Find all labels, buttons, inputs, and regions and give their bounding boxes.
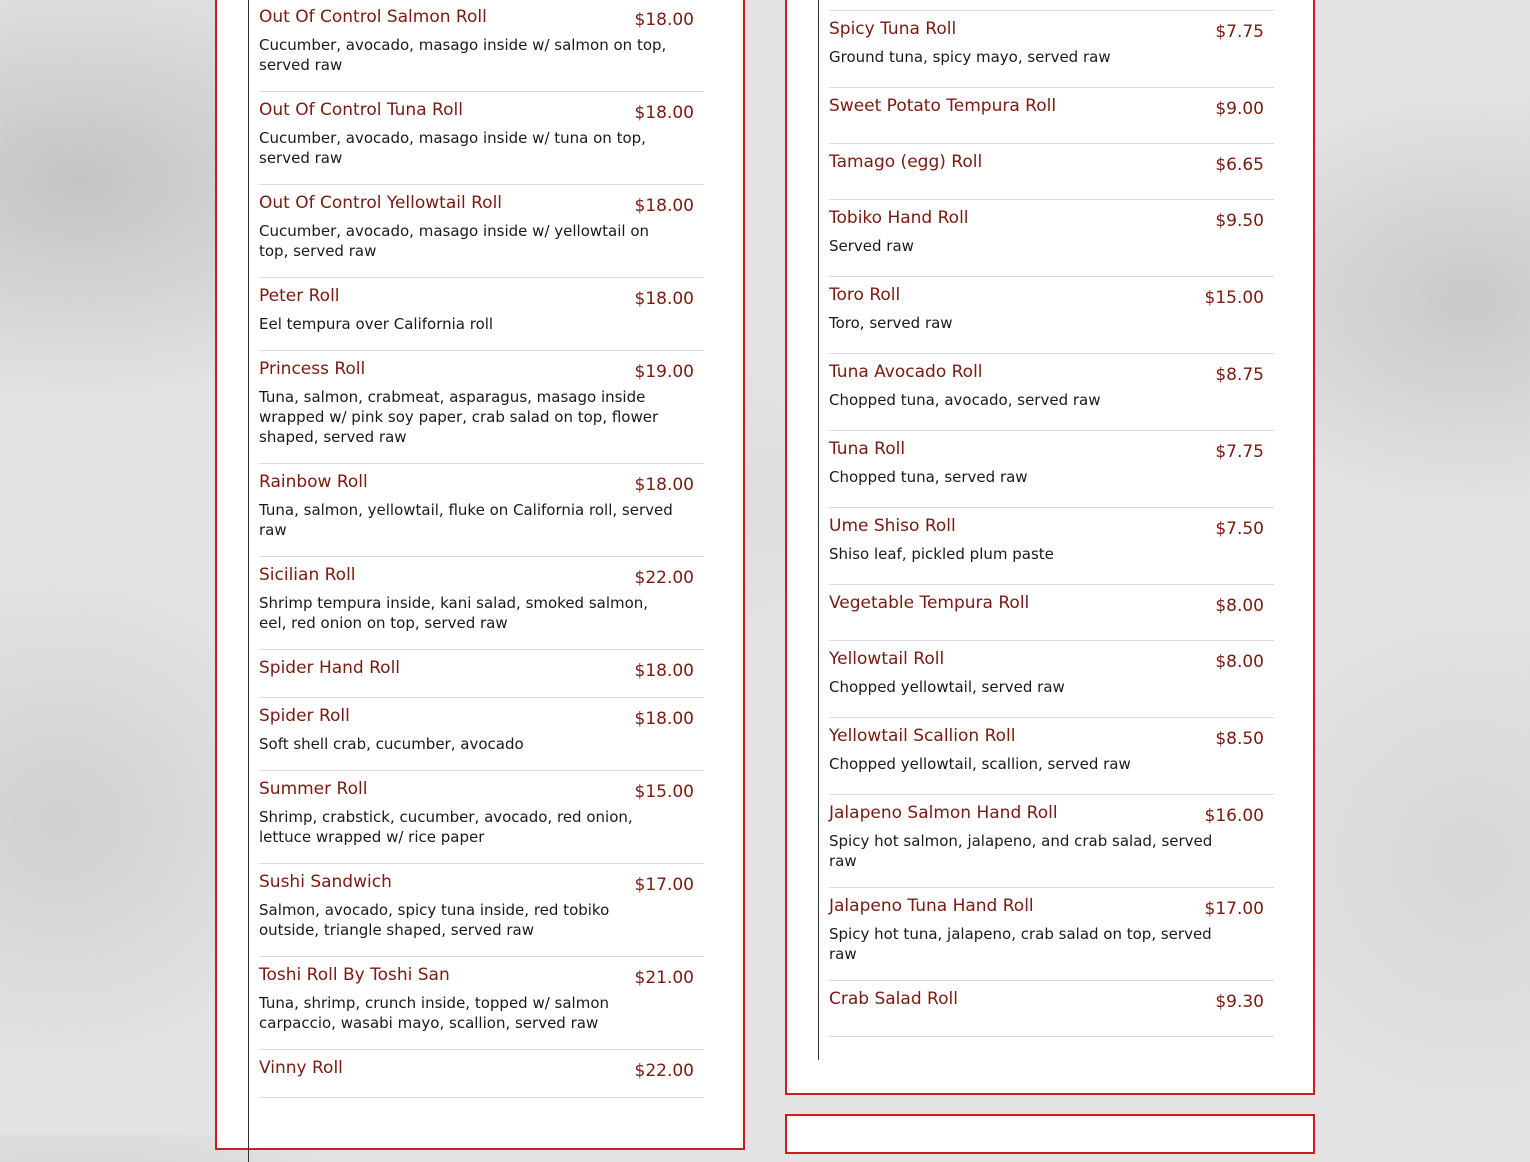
menu-item-header (259, 7, 694, 30)
menu-item-name: Tuna Avocado Roll (829, 362, 983, 382)
menu-item-header (259, 965, 694, 988)
menu-item-price: $18.00 (634, 196, 694, 216)
menu-item-header (829, 19, 1264, 42)
menu-item (259, 464, 704, 557)
menu-item-name: Crab Salad Roll (829, 989, 958, 1009)
menu-item (259, 650, 704, 698)
menu-item (829, 11, 1274, 88)
menu-item-header (829, 152, 1264, 175)
menu-item-header (259, 658, 694, 681)
menu-item-name: Tuna Roll (829, 439, 906, 459)
menu-item-name: Yellowtail Scallion Roll (829, 726, 1016, 746)
menu-item-description: Chopped tuna, avocado, served raw (829, 391, 1101, 409)
menu-item-price: $18.00 (634, 475, 694, 495)
menu-item-price: $22.00 (634, 1061, 694, 1081)
menu-item-description: Cucumber, avocado, masago inside w/ tuna on top, served raw (259, 129, 646, 167)
menu-panel-left (215, 0, 745, 1150)
menu-item-description: Soft shell crab, cucumber, avocado (259, 735, 524, 753)
menu-item-price: $6.65 (1215, 155, 1264, 175)
menu-item-name: Toro Roll (829, 285, 901, 305)
menu-item-header (259, 565, 694, 588)
menu-item-description: Shrimp, crabstick, cucumber, avocado, red onion, lettuce wrapped w/ rice paper (259, 808, 633, 846)
menu-item-price: $18.00 (634, 10, 694, 30)
menu-item-price: $9.50 (1215, 211, 1264, 231)
menu-item-header (259, 472, 694, 495)
menu-list-left (259, 0, 704, 1098)
menu-item-description: Eel tempura over California roll (259, 315, 494, 333)
menu-item-header (829, 285, 1264, 308)
menu-item-description: Chopped tuna, served raw (829, 468, 1028, 486)
menu-item-header (829, 96, 1264, 119)
menu-item (829, 718, 1274, 795)
menu-item-name: Vinny Roll (259, 1058, 343, 1078)
menu-item-header (259, 100, 694, 123)
menu-item (259, 698, 704, 771)
menu-item-price: $18.00 (634, 289, 694, 309)
menu-item-header (259, 872, 694, 895)
menu-item-name: Jalapeno Tuna Hand Roll (829, 896, 1034, 916)
menu-item-header (829, 649, 1264, 672)
menu-item-name: Sicilian Roll (259, 565, 356, 585)
menu-item-header (829, 208, 1264, 231)
menu-item-header (259, 193, 694, 216)
menu-item-name: Sweet Potato Tempura Roll (829, 96, 1057, 116)
menu-item-header (829, 593, 1264, 616)
menu-item (829, 585, 1274, 641)
list-top-divider (829, 0, 1274, 11)
menu-item-price: $15.00 (634, 782, 694, 802)
menu-item-price: $17.00 (1204, 899, 1264, 919)
menu-item-description: Cucumber, avocado, masago inside w/ salmon on top, served raw (259, 36, 667, 74)
menu-item (829, 200, 1274, 277)
menu-item-name: Out Of Control Salmon Roll (259, 7, 487, 27)
menu-item-price: $18.00 (634, 103, 694, 123)
menu-item-header (829, 803, 1264, 826)
menu-item (829, 795, 1274, 888)
menu-item-header (259, 1058, 694, 1081)
menu-item-price: $18.00 (634, 709, 694, 729)
menu-item-header (259, 286, 694, 309)
menu-item-price: $9.00 (1215, 99, 1264, 119)
menu-item (829, 88, 1274, 144)
menu-item-description: Tuna, shrimp, crunch inside, topped w/ salmon carpaccio, wasabi mayo, scallion, served raw (259, 994, 610, 1032)
menu-list-right (829, 0, 1274, 1037)
menu-item-price: $22.00 (634, 568, 694, 588)
menu-item-description: Salmon, avocado, spicy tuna inside, red tobiko outside, triangle shaped, served raw (259, 901, 610, 939)
menu-item-header (829, 439, 1264, 462)
menu-item (259, 864, 704, 957)
menu-item-name: Tobiko Hand Roll (829, 208, 969, 228)
menu-item-name: Princess Roll (259, 359, 366, 379)
menu-item-price: $8.00 (1215, 652, 1264, 672)
divider-line (818, 0, 819, 1060)
menu-item (829, 354, 1274, 431)
menu-item-description: Chopped yellowtail, scallion, served raw (829, 755, 1131, 773)
menu-item-name: Spider Roll (259, 706, 350, 726)
menu-item-name: Summer Roll (259, 779, 368, 799)
menu-item-description: Shiso leaf, pickled plum paste (829, 545, 1054, 563)
menu-item-name: Tamago (egg) Roll (829, 152, 983, 172)
menu-item-price: $21.00 (634, 968, 694, 988)
menu-item-price: $18.00 (634, 661, 694, 681)
menu-item-description: Tuna, salmon, yellowtail, fluke on California roll, served raw (259, 501, 673, 539)
menu-item (259, 957, 704, 1050)
menu-item (259, 1050, 704, 1098)
menu-item-header (829, 896, 1264, 919)
menu-item-header (259, 706, 694, 729)
menu-item-header (259, 779, 694, 802)
menu-item (259, 278, 704, 351)
menu-item (259, 351, 704, 464)
menu-item-price: $9.30 (1215, 992, 1264, 1012)
menu-panel-next (785, 1114, 1315, 1154)
menu-item-name: Yellowtail Roll (829, 649, 945, 669)
menu-item-header (829, 989, 1264, 1012)
menu-item-name: Toshi Roll By Toshi San (259, 965, 450, 985)
menu-item-price: $15.00 (1204, 288, 1264, 308)
menu-item-header (829, 516, 1264, 539)
menu-item-description: Toro, served raw (829, 314, 953, 332)
menu-item (829, 981, 1274, 1037)
menu-item (829, 277, 1274, 354)
menu-item-description: Tuna, salmon, crabmeat, asparagus, masago inside wrapped w/ pink soy paper, crab salad on top, flower shaped, served raw (259, 388, 659, 446)
menu-item-price: $7.50 (1215, 519, 1264, 539)
menu-item (829, 508, 1274, 585)
menu-item-price: $7.75 (1215, 442, 1264, 462)
menu-item-price: $19.00 (634, 362, 694, 382)
menu-panel-right (785, 0, 1315, 1095)
menu-item-name: Rainbow Roll (259, 472, 368, 492)
divider-line (248, 0, 249, 1162)
menu-item-name: Jalapeno Salmon Hand Roll (829, 803, 1058, 823)
menu-item-description: Served raw (829, 237, 914, 255)
menu-item-name: Out Of Control Yellowtail Roll (259, 193, 503, 213)
menu-item-description: Spicy hot tuna, jalapeno, crab salad on top, served raw (829, 925, 1212, 963)
menu-item-name: Spider Hand Roll (259, 658, 401, 678)
menu-item (829, 144, 1274, 200)
menu-item-description: Shrimp tempura inside, kani salad, smoked salmon, eel, red onion on top, served raw (259, 594, 649, 632)
menu-item-price: $16.00 (1204, 806, 1264, 826)
menu-item-name: Ume Shiso Roll (829, 516, 956, 536)
menu-item-description: Ground tuna, spicy mayo, served raw (829, 48, 1111, 66)
menu-item (259, 557, 704, 650)
menu-item-name: Sushi Sandwich (259, 872, 392, 892)
menu-item-header (829, 362, 1264, 385)
menu-item-price: $8.00 (1215, 596, 1264, 616)
menu-item (259, 0, 704, 92)
menu-item-price: $7.75 (1215, 22, 1264, 42)
menu-item-name: Spicy Tuna Roll (829, 19, 957, 39)
menu-item-price: $17.00 (634, 875, 694, 895)
menu-item (259, 771, 704, 864)
menu-item-description: Spicy hot salmon, jalapeno, and crab salad, served raw (829, 832, 1213, 870)
menu-item-name: Peter Roll (259, 286, 340, 306)
menu-item-name: Vegetable Tempura Roll (829, 593, 1030, 613)
menu-item (259, 185, 704, 278)
menu-item (829, 888, 1274, 981)
menu-item-description: Cucumber, avocado, masago inside w/ yellowtail on top, served raw (259, 222, 650, 260)
menu-item-name: Out Of Control Tuna Roll (259, 100, 463, 120)
menu-item (259, 92, 704, 185)
menu-item-price: $8.75 (1215, 365, 1264, 385)
menu-item-price: $8.50 (1215, 729, 1264, 749)
menu-item (829, 641, 1274, 718)
menu-item-header (829, 726, 1264, 749)
menu-item-description: Chopped yellowtail, served raw (829, 678, 1065, 696)
menu-item (829, 431, 1274, 508)
menu-item-header (259, 359, 694, 382)
